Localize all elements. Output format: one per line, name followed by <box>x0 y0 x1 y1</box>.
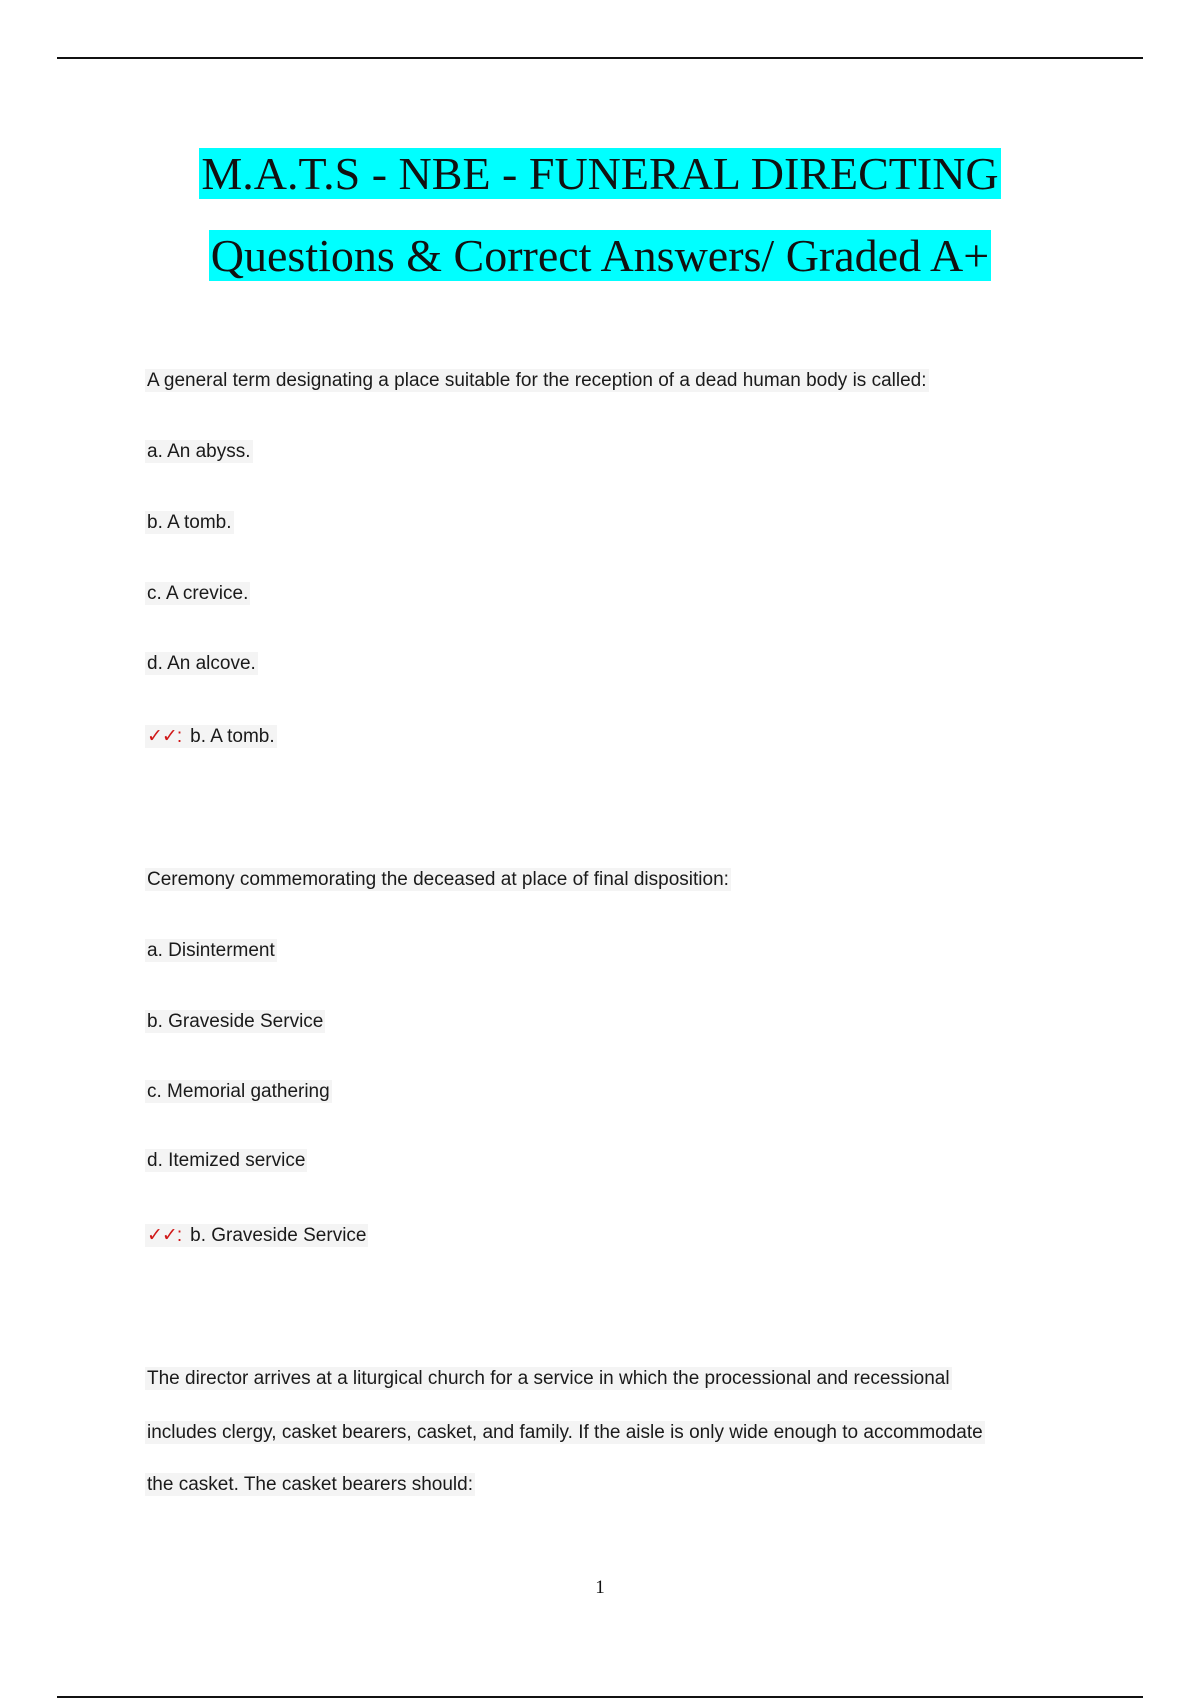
document-title-line-1 <box>0 146 1200 202</box>
title-highlight: M.A.T.S - NBE - FUNERAL DIRECTING <box>201 148 999 199</box>
question-3-prompt-line-1: The director arrives at a liturgical church for a service in which the processional and recessional <box>147 1368 950 1389</box>
question-3-prompt-line-3: the casket. The casket bearers should: <box>147 1474 473 1495</box>
question-1-prompt: A general term designating a place suitable for the reception of a dead human body is called: <box>147 370 927 391</box>
question-1-answer <box>145 724 1065 749</box>
title-highlight: Questions & Correct Answers/ Graded A+ <box>210 230 990 281</box>
question-2-option-b: b. Graveside Service <box>147 1011 324 1032</box>
question-2-prompt: Ceremony commemorating the deceased at place of final disposition: <box>147 869 729 890</box>
answer-colon: : <box>176 726 183 747</box>
document-title-line-2 <box>0 228 1200 284</box>
question-2-answer <box>145 1223 1065 1248</box>
question-3-prompt-line-2: includes clergy, casket bearers, casket, and family. If the aisle is only wide enough to accommodate <box>147 1422 983 1443</box>
answer-colon: : <box>176 1225 183 1246</box>
question-2-option-a: a. Disinterment <box>147 940 275 961</box>
question-1-option-a: a. An abyss. <box>147 441 251 462</box>
question-1-option-b: b. A tomb. <box>147 512 232 533</box>
double-check-icon: ✓✓ <box>147 725 177 747</box>
bottom-rule <box>57 1696 1143 1698</box>
answer-text: b. A tomb. <box>190 726 275 747</box>
top-rule <box>57 57 1143 59</box>
question-2-option-d: d. Itemized service <box>147 1150 306 1171</box>
question-2-option-c: c. Memorial gathering <box>147 1081 330 1102</box>
page-number: 1 <box>595 1577 605 1598</box>
double-check-icon: ✓✓ <box>147 1224 177 1246</box>
question-1-option-c: c. A crevice. <box>147 583 249 604</box>
question-1-option-d: d. An alcove. <box>147 653 256 674</box>
answer-text: b. Graveside Service <box>190 1225 367 1246</box>
